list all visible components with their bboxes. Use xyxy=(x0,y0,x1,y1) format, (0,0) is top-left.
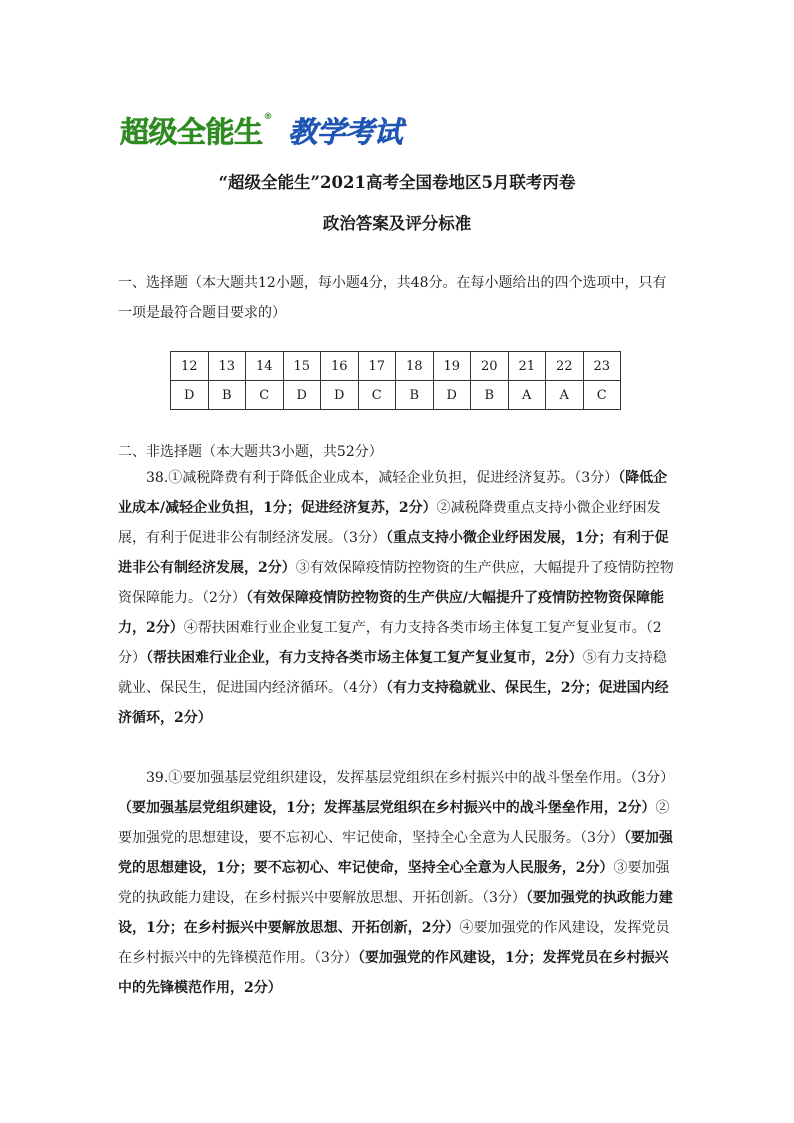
scoring-criteria: （要加强党的思想建设，1分；要不忘初心、牢记使命，坚持全心全意为人民服务，2分） xyxy=(118,830,673,876)
question-number-cell: 14 xyxy=(246,352,284,381)
answer-cell: C xyxy=(246,381,284,410)
document-subtitle: 政治答案及评分标准 xyxy=(322,214,472,233)
brand-logo xyxy=(120,110,402,150)
question-39-answer xyxy=(118,763,680,1003)
answer-point: 39.①要加强基层党组织建设，发挥基层党组织在乡村振兴中的战斗堡垒作用。（3分） xyxy=(146,770,675,786)
answer-cell: C xyxy=(583,381,621,410)
question-number-row xyxy=(171,352,621,381)
logo-subtitle-text: 教学考试 xyxy=(288,115,403,149)
scoring-criteria: （重点支持小微企业纾困发展，1分；有利于促进非公有制经济发展，2分） xyxy=(118,530,669,576)
scoring-criteria: （要加强党的执政能力建设，1分；在乡村振兴中要解放思想、开拓创新，2分） xyxy=(118,890,673,936)
question-number-cell: 15 xyxy=(283,352,321,381)
question-number-cell: 16 xyxy=(321,352,359,381)
answer-point: ④要加强党的作风建设，发挥党员在乡村振兴中的先锋模范作用。（3分） xyxy=(118,920,670,966)
question-38-answer xyxy=(118,463,680,733)
answer-point: ③有效保障疫情防控物资的生产供应，大幅提升了疫情防控物资保障能力。（2分） xyxy=(118,560,674,606)
question-number-cell: 23 xyxy=(583,352,621,381)
scoring-criteria: （有效保障疫情防控物资的生产供应/大幅提升了疫情防控物资保障能力，2分） xyxy=(118,590,665,636)
answer-cell: A xyxy=(546,381,584,410)
scoring-criteria: （有力支持稳就业、保民生，2分；促进国内经济循环，2分） xyxy=(118,680,669,726)
answer-point: ③要加强党的执政能力建设，在乡村振兴中要解放思想、开拓创新。（3分） xyxy=(118,860,670,906)
scoring-criteria: （要加强基层党组织建设，1分；发挥基层党组织在乡村振兴中的战斗堡垒作用，2分） xyxy=(118,800,656,816)
answer-point: ⑤有力支持稳就业、保民生，促进国内经济循环。（4分） xyxy=(118,650,667,696)
answer-point: ②减税降费重点支持小微企业纾困发展，有利于促进非公有制经济发展。（3分） xyxy=(118,500,661,546)
logo-brand-text: 超级全能生 xyxy=(120,115,263,149)
scoring-criteria: （要加强党的作风建设，1分；发挥党员在乡村振兴中的先锋模范作用，2分） xyxy=(118,950,669,996)
question-number-cell: 19 xyxy=(433,352,471,381)
section1-heading: 一、选择题（本大题共12小题，每小题4分，共48分。在每小题给出的四个选项中，只有一项是最符合题目要求的） xyxy=(118,275,667,321)
answer-cell: B xyxy=(396,381,434,410)
question-number-cell: 12 xyxy=(171,352,209,381)
registered-mark: ® xyxy=(263,112,273,122)
answer-cell: A xyxy=(508,381,546,410)
question-number-cell: 21 xyxy=(508,352,546,381)
question-number-cell: 17 xyxy=(358,352,396,381)
answer-table xyxy=(170,351,621,410)
answer-point: 38.①减税降费有利于降低企业成本，减轻企业负担，促进经济复苏。（3分） xyxy=(146,470,619,486)
question-number-cell: 13 xyxy=(208,352,246,381)
answer-cell: C xyxy=(358,381,396,410)
answer-row xyxy=(171,381,621,410)
scoring-criteria: （降低企业成本/减轻企业负担，1分；促进经济复苏，2分） xyxy=(118,470,668,516)
answer-cell: D xyxy=(433,381,471,410)
question-number-cell: 20 xyxy=(471,352,509,381)
question-number-cell: 22 xyxy=(546,352,584,381)
answer-point: ②要加强党的思想建设，要不忘初心、牢记使命，坚持全心全意为人民服务。（3分） xyxy=(118,800,670,846)
question-number-cell: 18 xyxy=(396,352,434,381)
answer-cell: D xyxy=(321,381,359,410)
answer-cell: D xyxy=(283,381,321,410)
answer-cell: B xyxy=(208,381,246,410)
answer-cell: B xyxy=(471,381,509,410)
section2-heading: 二、非选择题（本大题共3小题，共52分） xyxy=(118,444,383,460)
document-title: “超级全能生”2021高考全国卷地区5月联考丙卷 xyxy=(218,173,576,192)
answer-point: ④帮扶困难行业企业复工复产，有力支持各类市场主体复工复产复业复市。（2分） xyxy=(118,620,662,666)
scoring-criteria: （帮扶困难行业企业，有力支持各类市场主体复工复产复业复市，2分） xyxy=(146,650,583,666)
answer-cell: D xyxy=(171,381,209,410)
